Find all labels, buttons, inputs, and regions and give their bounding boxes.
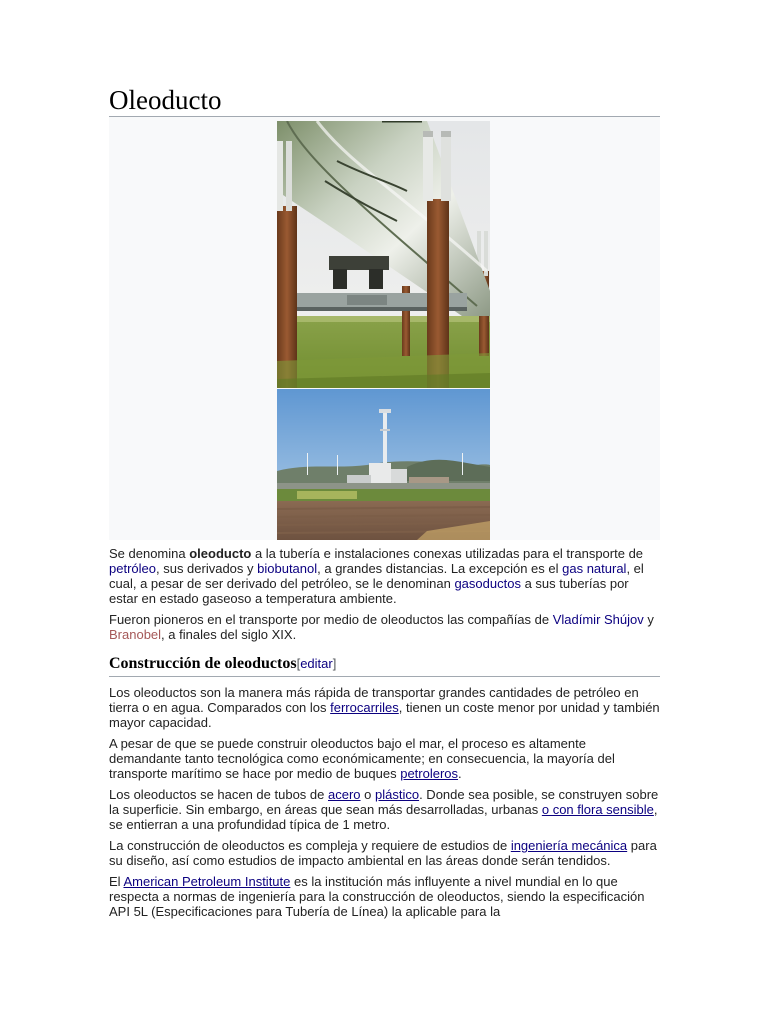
term-oleoducto: oleoducto [189, 546, 252, 561]
article-content [109, 84, 660, 925]
link-gas-natural[interactable]: gas natural [562, 561, 627, 576]
pipeline-photo[interactable] [277, 121, 490, 388]
section-heading-text: Construcción de oleoductos [109, 655, 297, 672]
section-heading [109, 654, 660, 677]
link-acero[interactable]: acero [328, 787, 361, 802]
section-paragraph-3: Los oleoductos se hacen de tubos de acero o plástico. Donde sea posible, se construyen sobre la superficie. Sin embargo, en áreas que sean más desarrolladas, urbanas o con flora sensible, se entierran a una profundidad típica de 1 metro. [109, 787, 659, 832]
link-ingenieria-mecanica[interactable]: ingeniería mecánica [510, 838, 628, 853]
link-petroleo[interactable]: petróleo [109, 561, 156, 576]
link-american-petroleum-institute[interactable]: American Petroleum Institute [123, 874, 291, 889]
pumping-station-photo[interactable] [277, 389, 490, 540]
section-paragraph-1: Los oleoductos son la manera más rápida de transportar grandes cantidades de petróleo en tierra o en agua. Comparados con los ferrocarriles, tienen un coste menor por unidad y también mayor capacidad. [109, 685, 660, 730]
link-vladimir-shujov[interactable]: Vladímir Shújov [552, 612, 644, 627]
link-gasoductos[interactable]: gasoductos [454, 576, 521, 591]
link-branobel[interactable]: Branobel [109, 627, 162, 642]
infobox-figure [109, 117, 660, 540]
link-plastico[interactable]: plástico [375, 787, 420, 802]
edit-link[interactable]: editar [300, 656, 333, 671]
photo-stack [277, 121, 490, 540]
section-paragraph-2: A pesar de que se puede construir oleoductos bajo el mar, el proceso es altamente demandante tanto tecnológica como económicamente; en consecuencia, la mayoría del transporte marítimo se hace por medio de buques petroleros. [109, 736, 615, 781]
section-paragraph-5: El American Petroleum Institute es la institución más influyente a nivel mundial en lo que respecta a normas de ingeniería para la construcción de oleoductos, siendo la especificación API 5L (Especificaciones para Tubería de Línea) la aplicable para la [109, 874, 645, 919]
intro-paragraph-1: Se denomina oleoducto a la tubería e instalaciones conexas utilizadas para el transporte de petróleo, sus derivados y biobutanol, a grandes distancias. La excepción es el gas natural, el cual, a pesar de ser derivado del petróleo, se le denominan gasoductos a sus tuberías por estar en estado gaseoso a temperatura ambiente. [109, 546, 644, 606]
link-biobutanol[interactable]: biobutanol [257, 561, 318, 576]
link-petroleros[interactable]: petroleros [400, 766, 459, 781]
link-flora-sensible[interactable]: o con flora sensible [541, 802, 654, 817]
link-ferrocarriles[interactable]: ferrocarriles [330, 700, 399, 715]
intro-paragraph-2: Fueron pioneros en el transporte por medio de oleoductos las compañías de Vladímir Shújov y Branobel, a finales del siglo XIX. [109, 612, 654, 642]
section-paragraph-4: La construcción de oleoductos es compleja y requiere de estudios de ingeniería mecánica para su diseño, así como estudios de impacto ambiental en las áreas donde serán tendidos. [109, 838, 657, 868]
edit-section: [editar] [296, 656, 337, 671]
page-title: Oleoducto [109, 84, 660, 117]
